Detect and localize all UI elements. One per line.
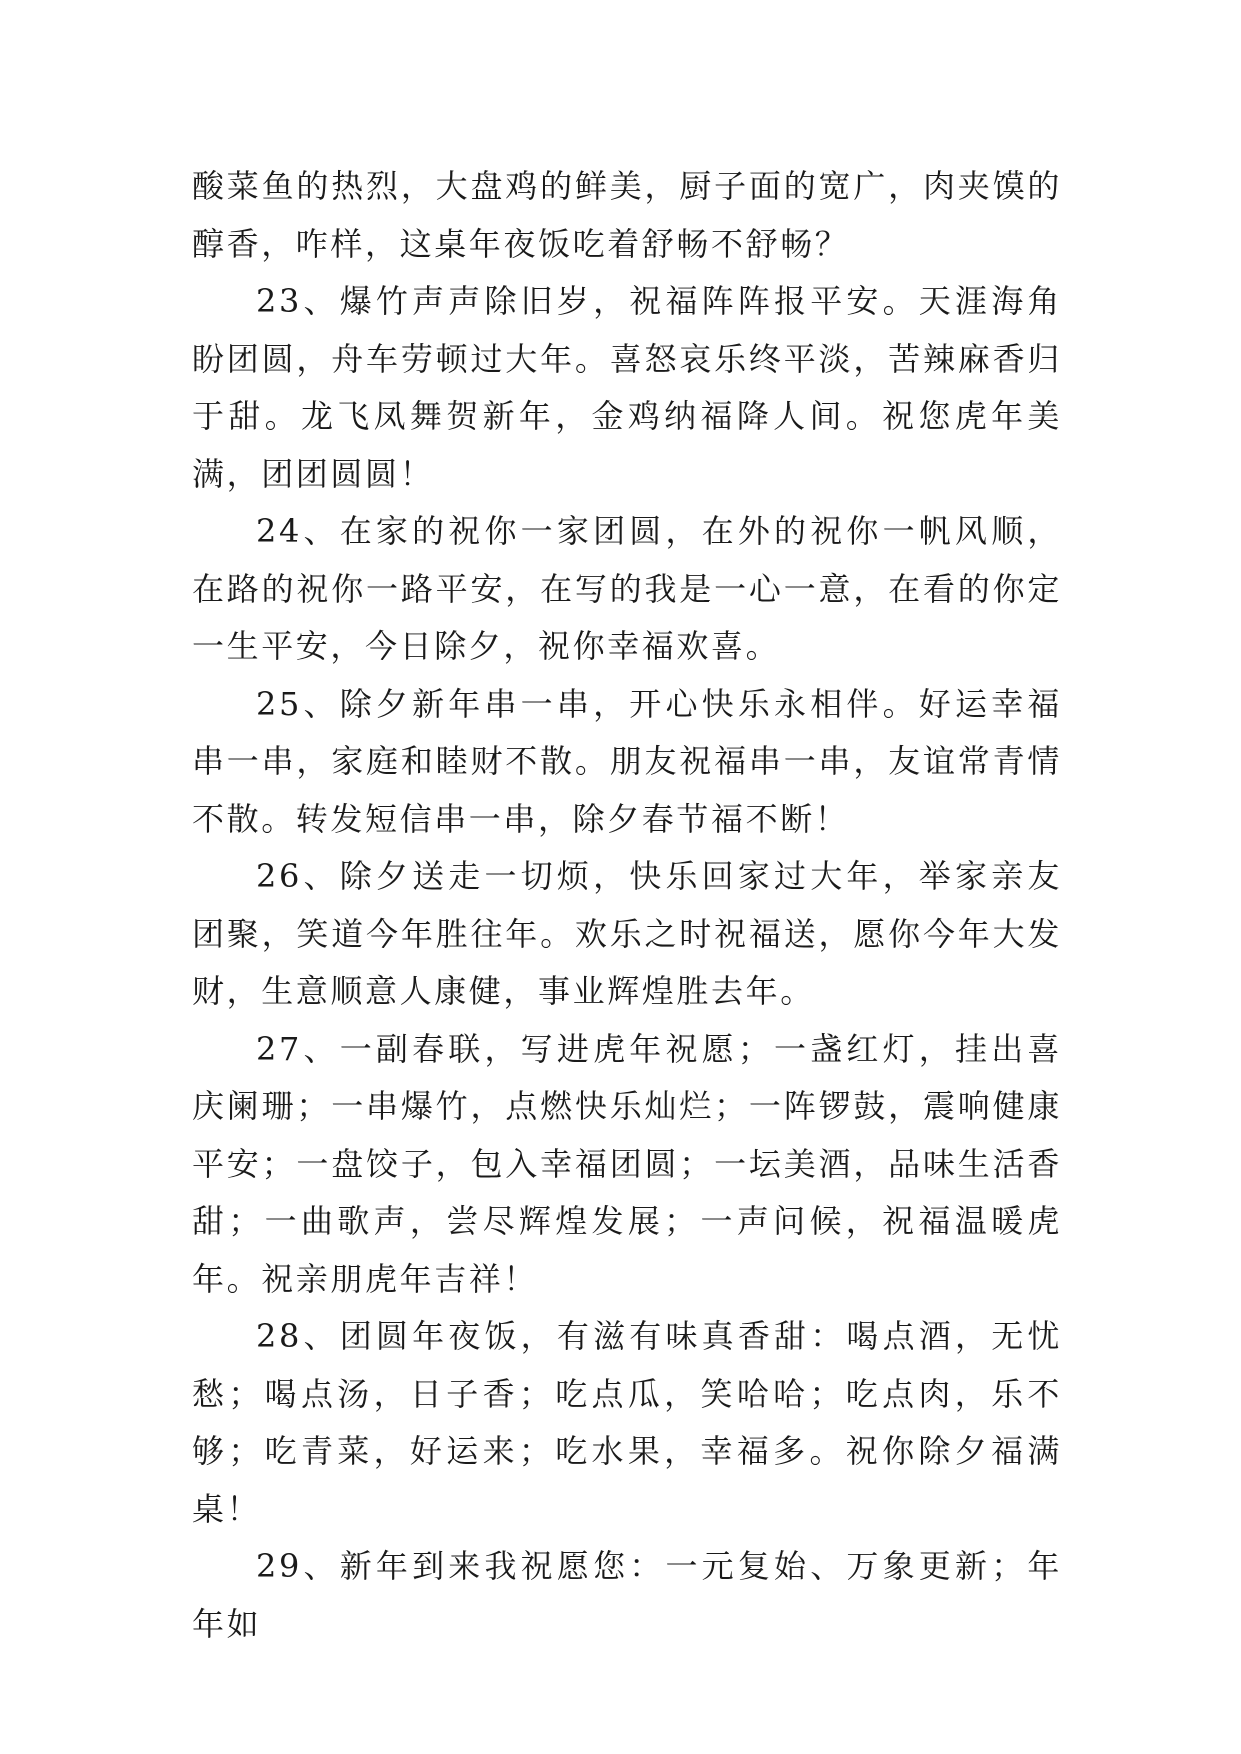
paragraph-continuation: 酸菜鱼的热烈，大盘鸡的鲜美，厨子面的宽广，肉夹馍的醇香，咋样，这桌年夜饭吃着舒畅不舒畅？	[192, 167, 1062, 263]
paragraph-29: 29、新年到来我祝愿您：一元复始、万象更新；年年如	[192, 1547, 1062, 1643]
paragraph-26: 26、除夕送走一切烦，快乐回家过大年，举家亲友团聚，笑道今年胜往年。欢乐之时祝福送，愿你今年大发财，生意顺意人康健，事业辉煌胜去年。	[192, 857, 1062, 1010]
paragraph-28: 28、团圆年夜饭，有滋有味真香甜：喝点酒，无忧愁；喝点汤，日子香；吃点瓜，笑哈哈；吃点肉，乐不够；吃青菜，好运来；吃水果，幸福多。祝你除夕福满桌！	[192, 1317, 1062, 1528]
paragraph-24: 24、在家的祝你一家团圆，在外的祝你一帆风顺，在路的祝你一路平安，在写的我是一心一意，在看的你定一生平安，今日除夕，祝你幸福欢喜。	[192, 512, 1062, 665]
paragraph-23: 23、爆竹声声除旧岁，祝福阵阵报平安。天涯海角盼团圆，舟车劳顿过大年。喜怒哀乐终平淡，苦辣麻香归于甜。龙飞凤舞贺新年，金鸡纳福降人间。祝您虎年美满，团团圆圆！	[192, 282, 1062, 493]
document-page	[192, 158, 1062, 1653]
paragraph-25: 25、除夕新年串一串，开心快乐永相伴。好运幸福串一串，家庭和睦财不散。朋友祝福串一串，友谊常青情不散。转发短信串一串，除夕春节福不断！	[192, 684, 1062, 838]
paragraph-27: 27、一副春联，写进虎年祝愿；一盏红灯，挂出喜庆阑珊；一串爆竹，点燃快乐灿烂；一阵锣鼓，震响健康平安；一盘饺子，包入幸福团圆；一坛美酒，品味生活香甜；一曲歌声，尝尽辉煌发展；一声问候，祝福温暖虎年。祝亲朋虎年吉祥！	[192, 1029, 1062, 1298]
